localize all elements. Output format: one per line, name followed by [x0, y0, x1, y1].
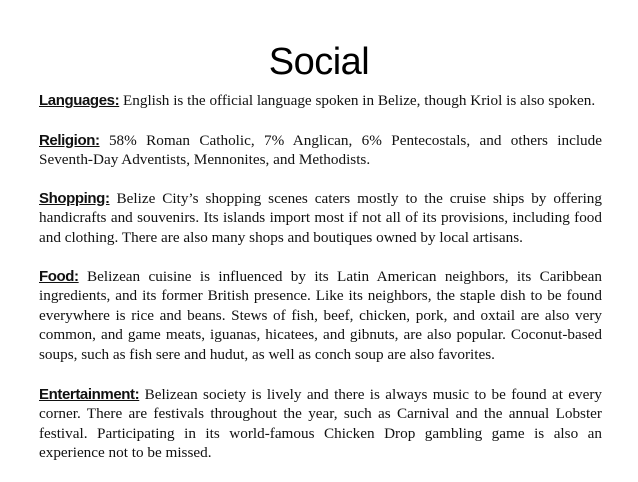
label-shopping: Shopping:: [39, 189, 110, 207]
text-entertainment: Belizean society is lively and there is always music to be found at every corner. There are festivals throughout the year, such as Carnival and the annual Lobster festival. Participating in its world-famous Chicken Drop gambling game is also an experience not to be missed.: [39, 385, 602, 462]
text-religion: 58% Roman Catholic, 7% Anglican, 6% Pentecostals, and others include Seventh-Day Adventists, Mennonites, and Methodists.: [39, 131, 602, 169]
slide-body: [39, 91, 602, 482]
paragraph-shopping: [39, 189, 602, 248]
text-languages: English is the official language spoken in Belize, though Kriol is also spoken.: [122, 92, 596, 109]
paragraph-languages: [39, 91, 602, 111]
paragraph-food: [39, 267, 602, 365]
slide-title: Social: [268, 41, 370, 83]
label-food: Food:: [39, 267, 79, 285]
text-food: Belizean cuisine is influenced by its Latin American neighbors, its Caribbean ingredients, and its former British presence. Like its neighbors, the staple dish to be found everywhere is rice and beans. Stews of fish, beef, chicken, pork, and oxtail are also very common, and game meats, iguanas, hicatees, and gibnuts, are also popular. Coconut-based soups, such as fish sere and hudut, as well as conch soup are also favorites.: [39, 267, 603, 363]
paragraph-religion: [39, 131, 602, 170]
label-religion: Religion:: [39, 131, 100, 149]
text-shopping: Belize City’s shopping scenes caters mostly to the cruise ships by offering handicrafts and souvenirs. Its islands import most if not all of its provisions, including food and clothing. There are also many shops and boutiques owned by local artisans.: [39, 189, 602, 246]
label-entertainment: Entertainment:: [39, 385, 140, 403]
label-languages: Languages:: [39, 92, 120, 109]
paragraph-entertainment: [39, 385, 602, 463]
